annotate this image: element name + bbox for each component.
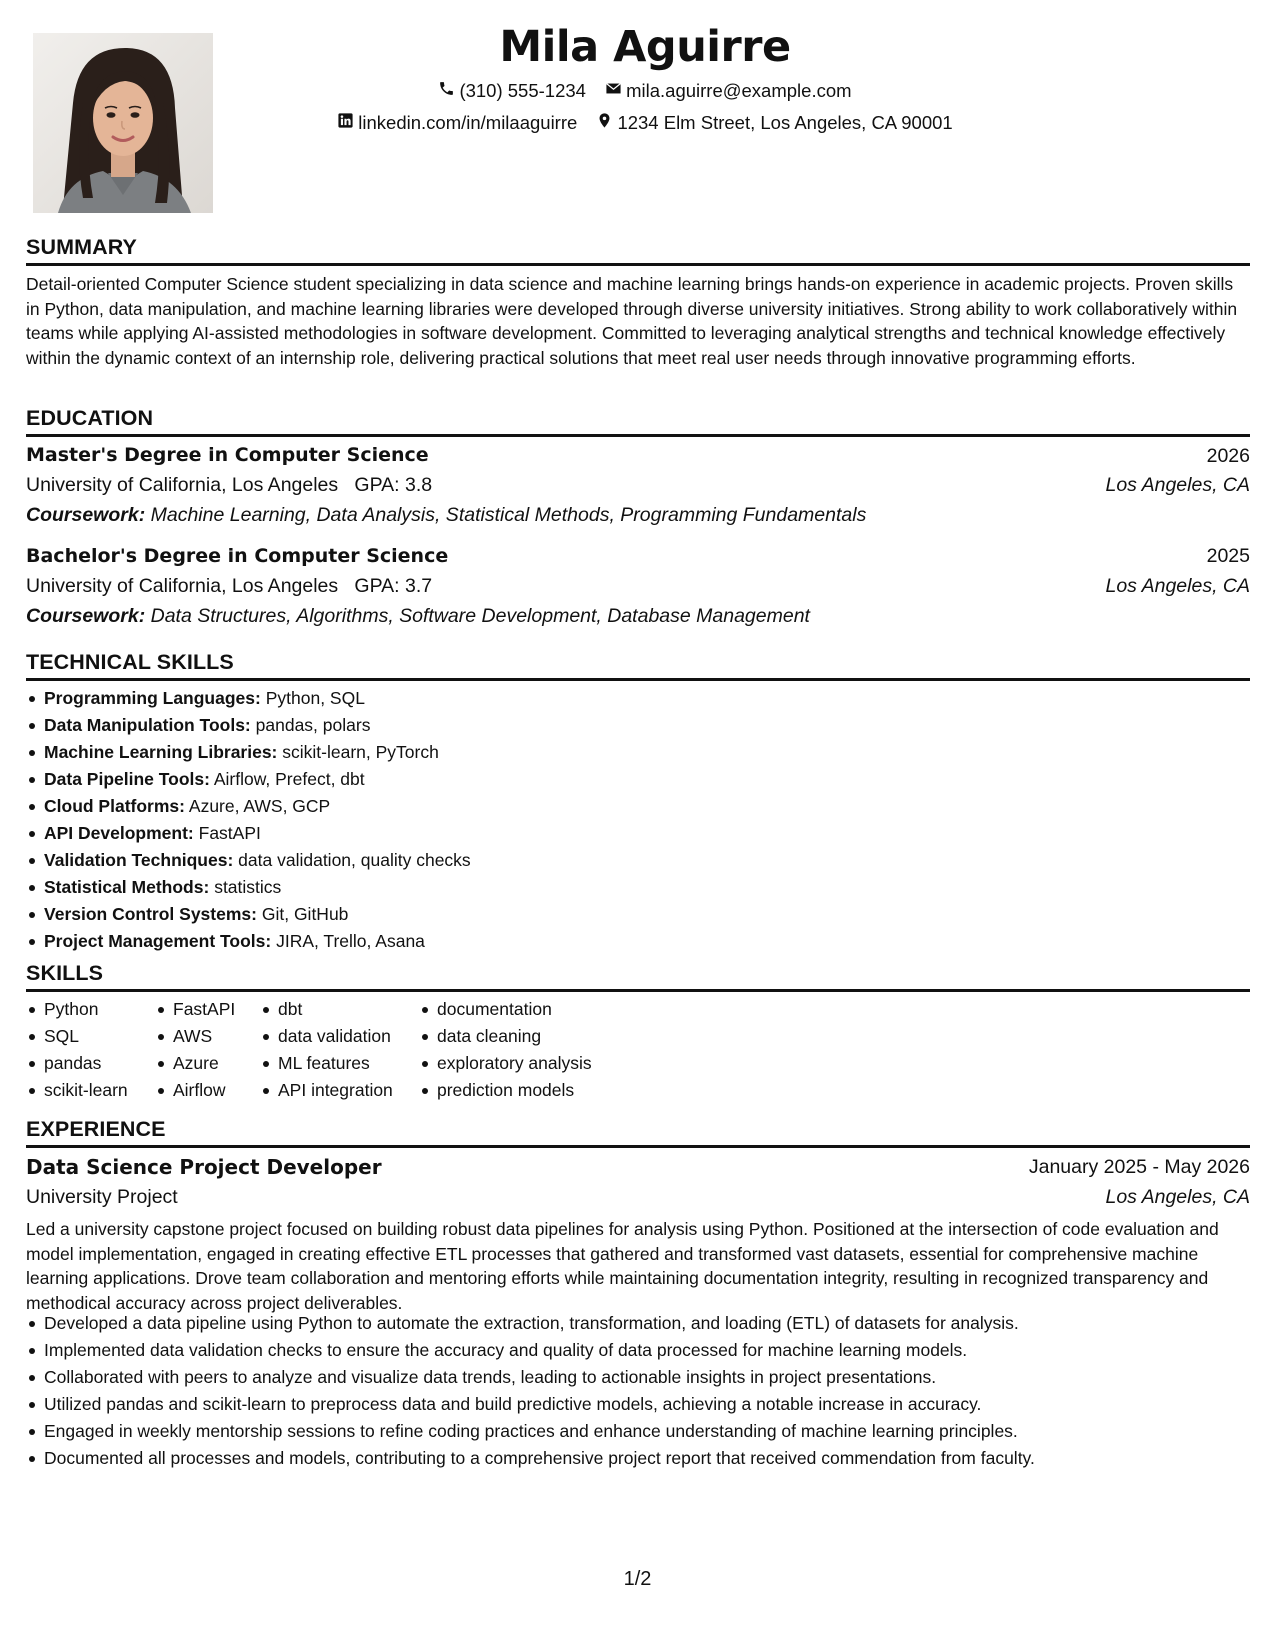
list-item: documentation [419,996,592,1023]
technical-skills-list [26,685,471,955]
skill-category: API Development: [44,823,194,843]
degree-year: 2025 [1206,545,1250,567]
skill-values: scikit-learn, PyTorch [282,742,439,762]
skills-column-1 [26,996,128,1104]
section-divider [26,989,1250,992]
linkedin-text: linkedin.com/in/milaaguirre [358,112,578,133]
contact-line-2 [0,112,1275,134]
map-pin-icon [596,112,613,134]
address-contact [596,112,952,134]
list-item [26,739,471,766]
section-divider [26,263,1250,266]
list-item: API integration [260,1077,393,1104]
coursework-line [26,605,810,628]
phone-contact [438,80,586,102]
degree-school-line [26,575,432,598]
list-item: Azure [155,1050,235,1077]
address-text: 1234 Elm Street, Los Angeles, CA 90001 [617,112,953,133]
experience-heading: EXPERIENCE [26,1117,166,1141]
email-text: mila.aguirre@example.com [626,80,852,101]
list-item [26,793,471,820]
list-item: Implemented data validation checks to ensure the accuracy and quality of data processed for machine learning models. [26,1337,1035,1364]
list-item [26,766,471,793]
job-organization: University Project [26,1186,178,1208]
list-item: pandas [26,1050,128,1077]
list-item: scikit-learn [26,1077,128,1104]
degree-year: 2026 [1206,445,1250,467]
list-item: Developed a data pipeline using Python to automate the extraction, transformation, and loading (ETL) of datasets for analysis. [26,1310,1035,1337]
list-item: Collaborated with peers to analyze and visualize data trends, leading to actionable insights in project presentations. [26,1364,1035,1391]
section-divider [26,1145,1250,1148]
list-item: prediction models [419,1077,592,1104]
contact-line-1 [0,80,1275,102]
school-name: University of California, Los Angeles [26,474,339,496]
skill-category: Version Control Systems: [44,904,257,924]
gpa: GPA: 3.8 [354,474,433,496]
coursework-line [26,504,866,527]
skill-values: data validation, quality checks [238,850,471,870]
list-item: data cleaning [419,1023,592,1050]
skill-category: Cloud Platforms: [44,796,185,816]
list-item: SQL [26,1023,128,1050]
list-item: ML features [260,1050,393,1077]
skill-values: Airflow, Prefect, dbt [213,769,365,789]
technical-skills-heading: TECHNICAL SKILLS [26,650,234,674]
skills-column-3 [260,996,393,1104]
skills-column-2 [155,996,235,1104]
skill-category: Data Pipeline Tools: [44,769,210,789]
skill-values: Git, GitHub [261,904,349,924]
summary-heading: SUMMARY [26,235,137,259]
skills-column-4 [419,996,592,1104]
list-item [26,901,471,928]
coursework-label: Coursework: [26,504,146,526]
skill-values: FastAPI [198,823,261,843]
list-item [26,874,471,901]
skill-values: Azure, AWS, GCP [188,796,331,816]
skill-values: statistics [214,877,282,897]
list-item: exploratory analysis [419,1050,592,1077]
list-item: Engaged in weekly mentorship sessions to refine coding practices and enhance understanding of machine learning principles. [26,1418,1035,1445]
list-item [26,712,471,739]
coursework-list: Machine Learning, Data Analysis, Statistical Methods, Programming Fundamentals [150,504,867,526]
degree-title: Master's Degree in Computer Science [26,444,429,466]
phone-icon [438,80,455,102]
skill-category: Data Manipulation Tools: [44,715,251,735]
list-item: Airflow [155,1077,235,1104]
list-item: Documented all processes and models, contributing to a comprehensive project report that received commendation from faculty. [26,1445,1035,1472]
list-item: Python [26,996,128,1023]
skill-category: Project Management Tools: [44,931,272,951]
list-item: Utilized pandas and scikit-learn to preprocess data and build predictive models, achieving a notable increase in accuracy. [26,1391,1035,1418]
degree-location: Los Angeles, CA [1105,575,1250,597]
skill-values: pandas, polars [255,715,371,735]
list-item [26,820,471,847]
list-item [26,928,471,955]
list-item: dbt [260,996,393,1023]
envelope-icon [605,80,622,102]
section-divider [26,434,1250,437]
skill-category: Programming Languages: [44,688,261,708]
skill-category: Statistical Methods: [44,877,210,897]
skills-heading: SKILLS [26,961,104,985]
list-item: FastAPI [155,996,235,1023]
job-description: Led a university capstone project focused on building robust data pipelines for analysis using Python. Positioned at the intersection of code evaluation and model implementation, engaged in creating effective ETL processes that gathered and transformed vast datasets, essential for comprehensive machine learning applications. Drove team collaboration and mentoring efforts while maintaining documentation integrity, resulting in recognized transparency and methodical accuracy across project deliverables. [26,1219,1219,1313]
degree-title: Bachelor's Degree in Computer Science [26,545,449,567]
job-title: Data Science Project Developer [26,1155,382,1179]
degree-location: Los Angeles, CA [1105,474,1250,496]
job-dates: January 2025 - May 2026 [1028,1156,1250,1178]
linkedin-contact[interactable] [337,112,577,134]
job-location: Los Angeles, CA [1105,1186,1250,1208]
skill-values: Python, SQL [265,688,365,708]
page-number: 1/2 [623,1568,652,1590]
coursework-label: Coursework: [26,605,146,627]
experience-bullets [26,1310,1035,1472]
section-divider [26,678,1250,681]
summary-text: Detail-oriented Computer Science student specializing in data science and machine learning brings hands-on experience in academic projects. Proven skills in Python, data manipulation, and machine learning libraries were developed through diverse university initiatives. Strong ability to work collaboratively within teams while applying AI-assisted methodologies in software development. Committed to leveraging analytical strengths and technical knowledge effectively within the dynamic context of an internship role, delivering practical solutions that meet real user needs through innovative programming efforts. [26,274,1238,368]
skill-category: Machine Learning Libraries: [44,742,278,762]
list-item [26,847,471,874]
skill-values: JIRA, Trello, Asana [276,931,425,951]
gpa: GPA: 3.7 [354,575,433,597]
linkedin-icon [337,112,354,134]
email-contact[interactable] [605,80,851,102]
list-item [26,685,471,712]
phone-text: (310) 555-1234 [459,80,586,101]
coursework-list: Data Structures, Algorithms, Software Development, Database Management [150,605,810,627]
list-item: data validation [260,1023,393,1050]
education-heading: EDUCATION [26,406,154,430]
skill-category: Validation Techniques: [44,850,234,870]
degree-school-line [26,474,432,497]
school-name: University of California, Los Angeles [26,575,339,597]
candidate-name: Mila Aguirre [499,22,791,72]
list-item: AWS [155,1023,235,1050]
